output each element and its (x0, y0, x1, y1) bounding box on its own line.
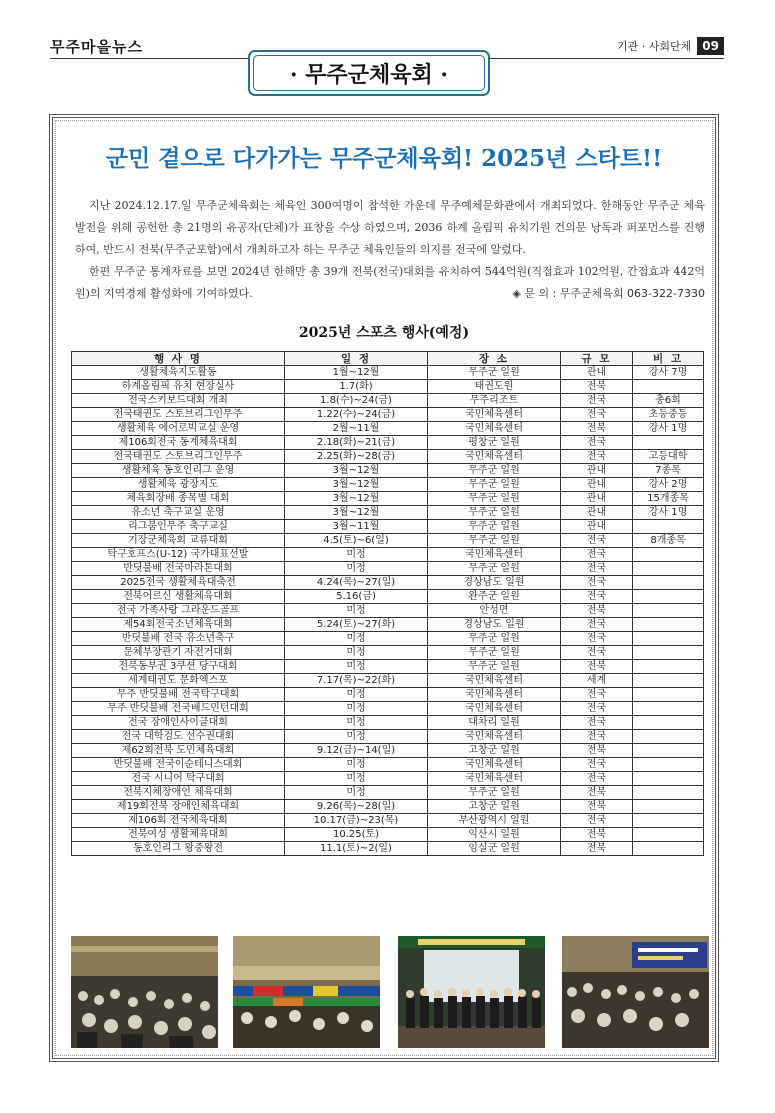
cell-schedule: 9.12(금)~14(일) (285, 744, 428, 758)
cell-remarks (633, 800, 704, 814)
table-row (72, 422, 704, 436)
cell-remarks (633, 674, 704, 688)
table-row (72, 800, 704, 814)
cell-event-name: 전국태권도 스토브리그인무주 (72, 408, 285, 422)
cell-scale: 전북 (561, 842, 633, 856)
article-paragraph: 한편 무주군 통계자료를 보면 2024년 한해만 총 39개 전북(전국)대회를 유치하여 544억원(직접효과 102억원, 간접효과 442억원)의 지역경제 활성화에 기여하였다. (75, 265, 705, 300)
cell-location: 안성면 (428, 604, 561, 618)
cell-location: 국민체육센터 (428, 674, 561, 688)
cell-schedule: 미정 (285, 548, 428, 562)
cell-scale: 전국 (561, 394, 633, 408)
cell-event-name: 전국 장애인사이클대회 (72, 716, 285, 730)
cell-scale: 관내 (561, 506, 633, 520)
cell-schedule: 미정 (285, 660, 428, 674)
cell-location: 무주군 일원 (428, 492, 561, 506)
table-row (72, 618, 704, 632)
cell-schedule: 미정 (285, 562, 428, 576)
cell-event-name: 세계태권도 문화엑스포 (72, 674, 285, 688)
cell-schedule: 3월~12월 (285, 506, 428, 520)
cell-location: 국민체육센터 (428, 408, 561, 422)
cell-remarks (633, 744, 704, 758)
cell-remarks: 초등중등 (633, 408, 704, 422)
cell-remarks (633, 842, 704, 856)
contact-info: ◈ 문 의 : 무주군체육회 063-322-7330 (512, 287, 705, 300)
cell-location: 국민체육센터 (428, 688, 561, 702)
cell-schedule: 7.17(목)~22(화) (285, 674, 428, 688)
cell-schedule: 5.16(금) (285, 590, 428, 604)
cell-schedule: 1월~12월 (285, 366, 428, 380)
cell-remarks (633, 632, 704, 646)
table-row (72, 590, 704, 604)
cell-location: 무주군 일원 (428, 534, 561, 548)
cell-scale: 전국 (561, 814, 633, 828)
section-info (617, 37, 724, 55)
cell-scale: 전국 (561, 562, 633, 576)
table-row (72, 408, 704, 422)
cell-location: 평창군 일원 (428, 436, 561, 450)
cell-schedule: 미정 (285, 716, 428, 730)
table-row (72, 506, 704, 520)
cell-remarks: 강사 1명 (633, 506, 704, 520)
cell-remarks: 총6회 (633, 394, 704, 408)
cell-event-name: 하계올림픽 유치 현장실사 (72, 380, 285, 394)
cell-remarks: 강사 1명 (633, 422, 704, 436)
cell-schedule: 4.24(목)~27(일) (285, 576, 428, 590)
table-row (72, 576, 704, 590)
cell-schedule: 10.25(토) (285, 828, 428, 842)
cell-location: 무주군 일원 (428, 366, 561, 380)
article-headline: 군민 곁으로 다가가는 무주군체육회! 2025년 스타트!! (105, 145, 663, 172)
cell-location: 국민체육센터 (428, 758, 561, 772)
table-row (72, 814, 704, 828)
cell-location: 국민체육센터 (428, 422, 561, 436)
cell-scale: 전국 (561, 534, 633, 548)
section-banner (248, 50, 490, 96)
table-row (72, 534, 704, 548)
cell-schedule: 2월~11월 (285, 422, 428, 436)
cell-location: 무주군 일원 (428, 786, 561, 800)
table-row (72, 660, 704, 674)
cell-location: 무주군 일원 (428, 562, 561, 576)
cell-remarks (633, 730, 704, 744)
cell-event-name: 전북어르신 생활체육대회 (72, 590, 285, 604)
cell-schedule: 미정 (285, 758, 428, 772)
cell-scale: 전북 (561, 380, 633, 394)
cell-schedule: 미정 (285, 604, 428, 618)
cell-scale: 전국 (561, 758, 633, 772)
table-row (72, 394, 704, 408)
cell-event-name: 전국 대학검도 선수권대회 (72, 730, 285, 744)
photo-strip (71, 936, 703, 1048)
table-title: 2025년 스포츠 행사(예정) (298, 325, 470, 341)
cell-location: 무주군 일원 (428, 464, 561, 478)
cell-scale: 관내 (561, 492, 633, 506)
cell-scale: 전북 (561, 800, 633, 814)
table-row (72, 562, 704, 576)
cell-remarks (633, 688, 704, 702)
cell-scale: 관내 (561, 464, 633, 478)
cell-location: 경상남도 일원 (428, 618, 561, 632)
cell-location: 태권도원 (428, 380, 561, 394)
cell-scale: 관내 (561, 478, 633, 492)
cell-location: 국민체육센터 (428, 450, 561, 464)
cell-scale: 전국 (561, 436, 633, 450)
cell-event-name: 무주 반딧불배 전국배드민턴대회 (72, 702, 285, 716)
cell-event-name: 제19회전북 장애인체육대회 (72, 800, 285, 814)
cell-event-name: 탁구호프스(U-12) 국가대표선발 (72, 548, 285, 562)
cell-location: 국민체육센터 (428, 772, 561, 786)
cell-scale: 전국 (561, 450, 633, 464)
header-scale: 규 모 (561, 352, 633, 366)
table-row (72, 842, 704, 856)
banner-title: · 무주군체육회 · (289, 61, 449, 88)
cell-remarks (633, 618, 704, 632)
cell-location: 무주군 일원 (428, 660, 561, 674)
table-row (72, 548, 704, 562)
table-row (72, 450, 704, 464)
photo-banner-performance (233, 936, 380, 1048)
cell-remarks (633, 590, 704, 604)
cell-schedule: 2.18(화)~21(금) (285, 436, 428, 450)
article-frame (49, 114, 719, 1062)
page-number: 09 (697, 37, 724, 55)
header-event-name: 행 사 명 (72, 352, 285, 366)
table-row (72, 380, 704, 394)
cell-scale: 전북 (561, 604, 633, 618)
table-row (72, 366, 704, 380)
cell-location: 무주군 일원 (428, 520, 561, 534)
table-row (72, 702, 704, 716)
cell-schedule: 미정 (285, 730, 428, 744)
table-row (72, 436, 704, 450)
table-row (72, 646, 704, 660)
masthead-logo: 무주마을뉴스 (50, 38, 143, 56)
cell-location: 고창군 일원 (428, 744, 561, 758)
cell-scale: 전국 (561, 576, 633, 590)
table-row (72, 674, 704, 688)
cell-scale: 전국 (561, 408, 633, 422)
table-row (72, 632, 704, 646)
cell-schedule: 미정 (285, 702, 428, 716)
cell-event-name: 동호인리그 왕중왕전 (72, 842, 285, 856)
cell-schedule: 11.1(토)~2(일) (285, 842, 428, 856)
cell-scale: 관내 (561, 520, 633, 534)
cell-scale: 세계 (561, 674, 633, 688)
cell-schedule: 2.25(화)~28(금) (285, 450, 428, 464)
cell-event-name: 생활체육 에어로빅교실 운영 (72, 422, 285, 436)
cell-location: 국민체육센터 (428, 702, 561, 716)
cell-location: 완주군 일원 (428, 590, 561, 604)
cell-event-name: 제106회전국 동계체육대회 (72, 436, 285, 450)
cell-scale: 전국 (561, 772, 633, 786)
cell-schedule: 미정 (285, 646, 428, 660)
article-paragraph: 지난 2024.12.17.일 무주군체육회는 체육인 300여명이 참석한 가운데 무주예체문화관에서 개최되었다. 한해동안 무주군 체육 발전을 위해 공헌한 총 21명의 유공자(단체)가 표창을 수상 하였으며, 2036 하계 올림픽 유치기원 건의문 낭독과 퍼포먼스를 진행하여, 반드시 전북(무주군포함)에서 개최하고자 하는 무주군 체육인들의 의지를 전국에 알렸다. (75, 199, 705, 256)
cell-schedule: 미정 (285, 772, 428, 786)
cell-event-name: 생활체육 광장지도 (72, 478, 285, 492)
cell-location: 경상남도 일원 (428, 576, 561, 590)
cell-remarks: 8개종목 (633, 534, 704, 548)
cell-remarks (633, 772, 704, 786)
cell-scale: 전국 (561, 702, 633, 716)
cell-remarks: 강사 2명 (633, 478, 704, 492)
cell-scale: 전국 (561, 548, 633, 562)
cell-event-name: 전북동부권 3쿠션 당구대회 (72, 660, 285, 674)
cell-remarks (633, 562, 704, 576)
table-row (72, 688, 704, 702)
cell-schedule: 3월~12월 (285, 464, 428, 478)
cell-remarks: 고등대학 (633, 450, 704, 464)
cell-scale: 전국 (561, 590, 633, 604)
photo-group-on-stage (398, 936, 545, 1048)
cell-scale: 전국 (561, 688, 633, 702)
table-row (72, 786, 704, 800)
table-row (72, 744, 704, 758)
events-table (71, 351, 704, 856)
cell-remarks: 강사 7명 (633, 366, 704, 380)
cell-scale: 전국 (561, 632, 633, 646)
cell-scale: 전북 (561, 422, 633, 436)
cell-remarks: 15개종목 (633, 492, 704, 506)
cell-remarks (633, 814, 704, 828)
cell-schedule: 1.7(화) (285, 380, 428, 394)
cell-location: 무주군 일원 (428, 478, 561, 492)
cell-event-name: 제106회 전국체육대회 (72, 814, 285, 828)
cell-event-name: 유소년 축구교실 운영 (72, 506, 285, 520)
photo-ceremony-audience-right (562, 936, 709, 1048)
cell-schedule: 3월~12월 (285, 492, 428, 506)
cell-location: 대차리 일원 (428, 716, 561, 730)
cell-schedule: 5.24(토)~27(화) (285, 618, 428, 632)
cell-scale: 전국 (561, 618, 633, 632)
article-body (75, 195, 705, 305)
cell-event-name: 전국 시니어 탁구대회 (72, 772, 285, 786)
table-row (72, 758, 704, 772)
table-row (72, 478, 704, 492)
cell-remarks (633, 604, 704, 618)
cell-schedule: 3월~11월 (285, 520, 428, 534)
cell-event-name: 전북여성 생활체육대회 (72, 828, 285, 842)
table-row (72, 520, 704, 534)
header-location: 장 소 (428, 352, 561, 366)
cell-schedule: 4.5(토)~6(일) (285, 534, 428, 548)
table-row (72, 828, 704, 842)
cell-event-name: 반딧불배 전국이순테니스대회 (72, 758, 285, 772)
section-label: 기관 · 사회단체 (617, 40, 692, 53)
cell-location: 무주군 일원 (428, 506, 561, 520)
cell-event-name: 전북지체장애인 체육대회 (72, 786, 285, 800)
header-schedule: 일 정 (285, 352, 428, 366)
cell-event-name: 전국태권도 스토브리그인무주 (72, 450, 285, 464)
cell-event-name: 생활체육 동호인리그 운영 (72, 464, 285, 478)
cell-scale: 관내 (561, 366, 633, 380)
cell-location: 고창군 일원 (428, 800, 561, 814)
cell-scale: 전북 (561, 786, 633, 800)
cell-location: 무주리조트 (428, 394, 561, 408)
cell-scale: 전북 (561, 828, 633, 842)
cell-event-name: 제62회전북 도민체육대회 (72, 744, 285, 758)
events-table-body (72, 366, 704, 856)
cell-scale: 전국 (561, 730, 633, 744)
cell-schedule: 1.22(수)~24(금) (285, 408, 428, 422)
cell-remarks (633, 786, 704, 800)
cell-remarks (633, 548, 704, 562)
cell-remarks (633, 576, 704, 590)
cell-remarks (633, 660, 704, 674)
cell-event-name: 생활체육지도활동 (72, 366, 285, 380)
header-remarks: 비 고 (633, 352, 704, 366)
cell-location: 국민체육센터 (428, 548, 561, 562)
cell-remarks (633, 520, 704, 534)
cell-remarks (633, 828, 704, 842)
cell-remarks (633, 716, 704, 730)
cell-event-name: 리그붐인무주 축구교실 (72, 520, 285, 534)
cell-remarks (633, 702, 704, 716)
table-header-row (72, 352, 704, 366)
cell-schedule: 10.17(금)~23(목) (285, 814, 428, 828)
cell-scale: 전국 (561, 646, 633, 660)
cell-location: 무주군 일원 (428, 632, 561, 646)
cell-event-name: 제54회전국소년체육대회 (72, 618, 285, 632)
cell-scale: 전북 (561, 660, 633, 674)
cell-remarks (633, 436, 704, 450)
cell-event-name: 2025전국 생활체육대축전 (72, 576, 285, 590)
cell-remarks (633, 380, 704, 394)
cell-event-name: 체육회장배 종목별 대회 (72, 492, 285, 506)
table-row (72, 604, 704, 618)
cell-schedule: 9.26(목)~28(일) (285, 800, 428, 814)
cell-scale: 전국 (561, 716, 633, 730)
cell-event-name: 무주 반딧불배 전국탁구대회 (72, 688, 285, 702)
table-row (72, 730, 704, 744)
cell-remarks: 7종목 (633, 464, 704, 478)
photo-ceremony-audience-left (71, 936, 218, 1048)
cell-event-name: 기장군체육회 교류대회 (72, 534, 285, 548)
cell-schedule: 1.8(수)~24(금) (285, 394, 428, 408)
cell-event-name: 전국스키보드대회 개최 (72, 394, 285, 408)
table-row (72, 772, 704, 786)
cell-scale: 전북 (561, 744, 633, 758)
table-row (72, 716, 704, 730)
cell-location: 부산광역시 일원 (428, 814, 561, 828)
table-row (72, 492, 704, 506)
cell-event-name: 반딧불배 전국마라톤대회 (72, 562, 285, 576)
cell-event-name: 반딧불배 전국 유소년축구 (72, 632, 285, 646)
cell-schedule: 미정 (285, 688, 428, 702)
table-row (72, 464, 704, 478)
cell-location: 익산시 일원 (428, 828, 561, 842)
cell-event-name: 문체부장관기 자전거대회 (72, 646, 285, 660)
cell-remarks (633, 758, 704, 772)
cell-location: 무주군 일원 (428, 646, 561, 660)
cell-location: 국민체육센터 (428, 730, 561, 744)
cell-schedule: 미정 (285, 786, 428, 800)
cell-event-name: 전국 가족사랑 그라운드골프 (72, 604, 285, 618)
cell-remarks (633, 646, 704, 660)
cell-schedule: 3월~12월 (285, 478, 428, 492)
cell-location: 임실군 일원 (428, 842, 561, 856)
cell-schedule: 미정 (285, 632, 428, 646)
